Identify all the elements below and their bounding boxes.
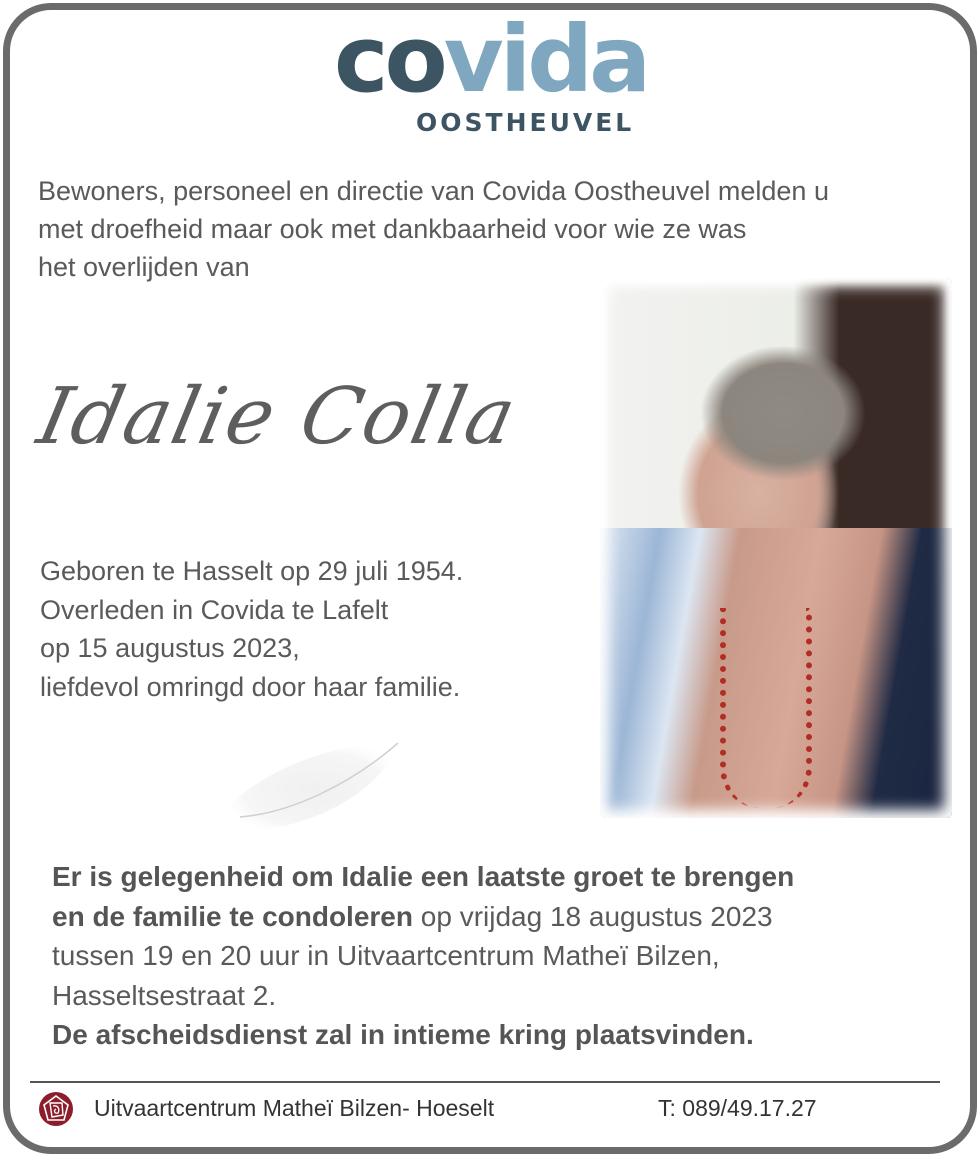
portrait-photo (600, 278, 952, 818)
funeral-home-phone: T: 089/49.17.27 (658, 1095, 817, 1121)
feather-icon (220, 725, 410, 840)
intro-line: met droefheid maar ook met dankbaarheid voor wie ze was (38, 214, 747, 244)
logo-wordmark (334, 6, 648, 113)
visitation-line: Er is gelegenheid om Idalie een laatste groet te brengen (52, 861, 795, 892)
service-note: De afscheidsdienst zal in intieme kring plaatsvinden. (52, 1019, 754, 1050)
intro-line: Bewoners, personeel en directie van Covida Oostheuvel melden u (38, 176, 829, 206)
visitation-line: Hasseltsestraat 2. (52, 979, 277, 1011)
footer (38, 1091, 938, 1131)
rose-icon (38, 1091, 74, 1127)
details-line: Geboren te Hasselt op 29 juli 1954. (40, 556, 464, 586)
covida-logo (334, 6, 654, 140)
funeral-home-name: Uitvaartcentrum Matheï Bilzen- Hoeselt (94, 1095, 495, 1121)
deceased-name: Idalie Colla (30, 372, 525, 462)
footer-divider (30, 1081, 940, 1083)
logo-co: co (334, 6, 444, 113)
photo-vignette (600, 278, 952, 818)
details-line: liefdevol omringd door haar familie. (40, 671, 461, 702)
intro-line: het overlijden van (38, 252, 250, 282)
logo-subtitle: OOSTHEUVEL (416, 108, 635, 137)
details-line: Overleden in Covida te Lafelt (40, 594, 389, 625)
details-line: op 15 augustus 2023, (40, 633, 300, 663)
intro-text (38, 172, 958, 286)
logo-vida: vida (443, 6, 648, 113)
visitation-text (52, 857, 794, 1055)
deceased-details (40, 552, 463, 706)
visitation-line: tussen 19 en 20 uur in Uitvaartcentrum Matheï Bilzen, (52, 940, 720, 971)
visitation-line: en de familie te condoleren op vrijdag 18 augustus 2023 (52, 900, 773, 932)
